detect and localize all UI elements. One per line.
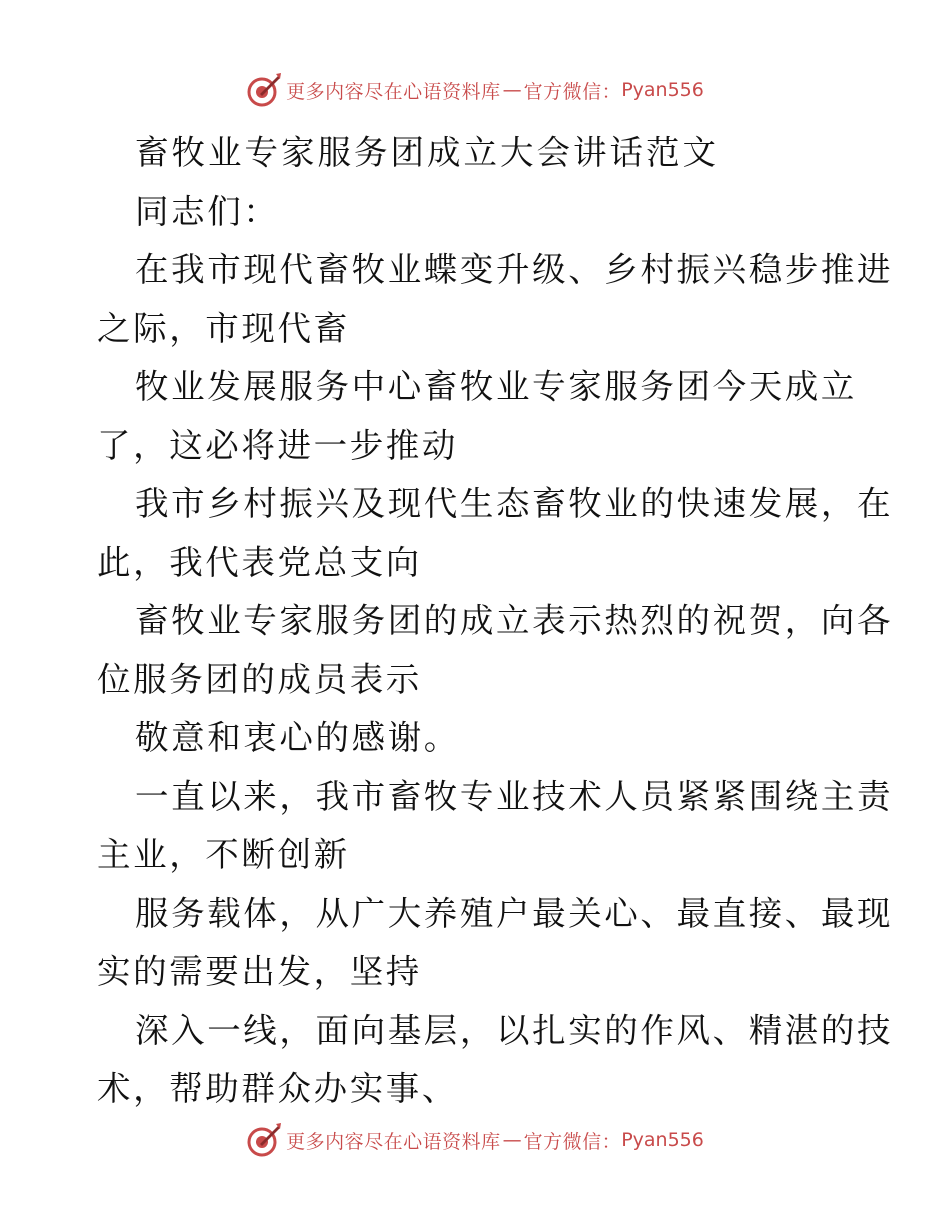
text-line: 此，我代表党总支向 [97,542,422,582]
watermark-dash: — [502,1129,522,1151]
text-line: 在我市现代畜牧业蝶变升级、乡村振兴稳步推进 [135,250,894,289]
quill-pen-logo-icon [246,72,282,108]
text-line: 之际，市现代畜 [97,308,350,348]
watermark-text: 更多内容尽在心语资料库 [286,80,501,103]
header-watermark [0,70,950,110]
watermark-dash: — [502,79,522,101]
text-line: 敬意和衷心的感谢。 [135,718,460,757]
text-line: 畜牧业专家服务团的成立表示热烈的祝贺，向各 [135,601,894,640]
watermark-label: 官方微信： [523,80,622,103]
text-line: 深入一线，面向基层，以扎实的作风、精湛的技 [135,1010,894,1050]
quill-pen-logo-icon [246,1122,282,1158]
text-line: 一直以来，我市畜牧专业技术人员紧紧围绕主责 [135,776,894,816]
text-line: 服务载体，从广大养殖户最关心、最直接、最现 [135,893,894,933]
text-line: 术，帮助群众办实事、 [97,1069,458,1108]
text-line: 同志们： [135,191,280,231]
text-line: 主业，不断创新 [97,835,350,874]
document-body [97,124,894,1119]
watermark-label: 官方微信： [523,1130,622,1153]
footer-watermark [0,1120,950,1160]
text-line: 位服务团的成员表示 [97,659,422,699]
watermark-wechat-id: Pyan556 [621,79,704,101]
text-line: 了，这必将进一步推动 [97,425,458,465]
text-line: 实的需要出发，坚持 [97,952,422,991]
text-line: 我市乡村振兴及现代生态畜牧业的快速发展，在 [135,484,894,523]
watermark-wechat-id: Pyan556 [621,1129,704,1151]
watermark-text: 更多内容尽在心语资料库 [286,1130,501,1153]
document-title: 畜牧业专家服务团成立大会讲话范文 [135,133,719,172]
text-line: 牧业发展服务中心畜牧业专家服务团今天成立 [135,367,857,406]
